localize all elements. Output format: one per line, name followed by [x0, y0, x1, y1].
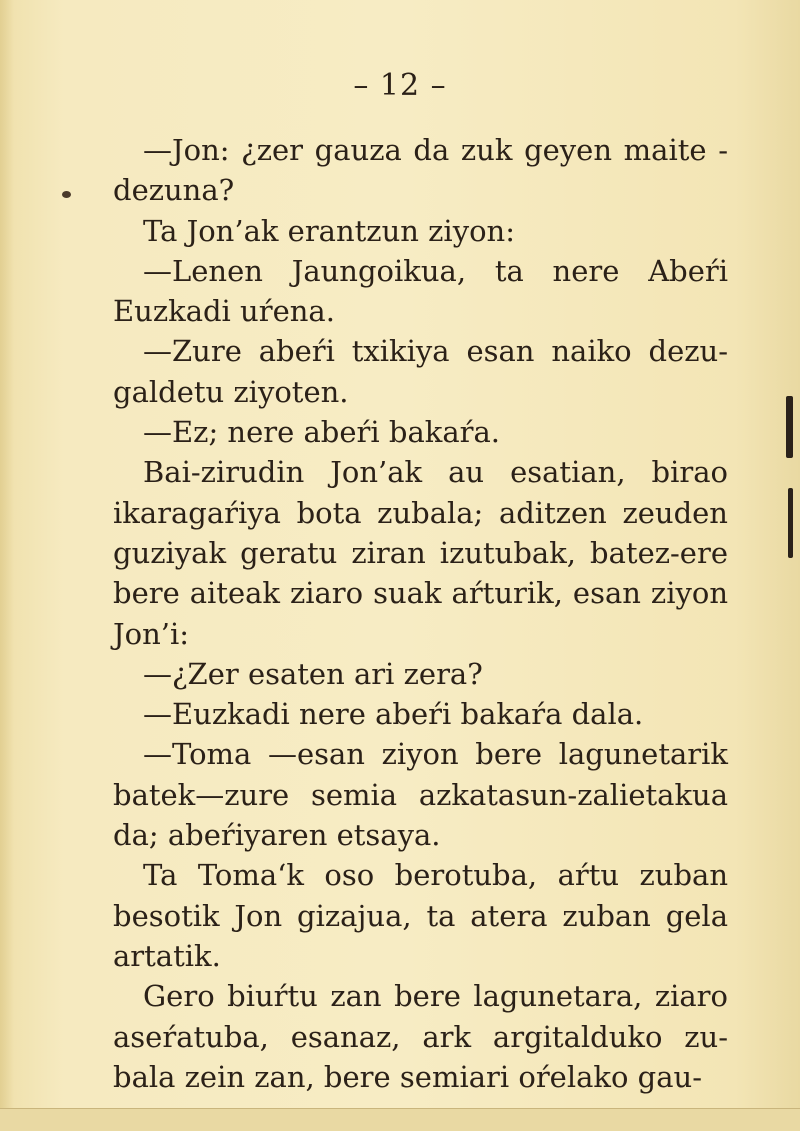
page-number: – 12 –	[353, 68, 447, 103]
binding-mark-lower	[788, 488, 793, 558]
page-left-edge	[0, 0, 14, 1131]
paragraph-8: —Euzkadi nere abeŕi bakaŕa dala.	[143, 697, 644, 732]
paragraph-3: —Lenen Jaungoikua, ta nere Abeŕi Euzkadi uŕena.	[113, 253, 728, 329]
paragraph-9: —Toma —esan ziyon bere lagunetarik batek—zure semia azkatasun-zalietakua da; abeŕiyaren etsaya.	[113, 737, 728, 853]
paragraph-4: —Zure abeŕi txikiya esan naiko dezu-galdetu ziyoten.	[113, 334, 728, 409]
paragraph-10: Ta Toma‘k oso berotuba, aŕtu zuban besotik Jon gizajua, ta atera zuban gela artatik.	[113, 858, 728, 973]
paragraph-6: Bai-zirudin Jon’ak au esatian, birao ikaragaŕiya bota zubala; aditzen zeuden guziyak geratu ziran izutubak, batez-ere bere aiteak ziaro suak aŕturik, esan ziyon Jon’i:	[113, 455, 728, 651]
binding-mark-upper	[786, 396, 793, 458]
paragraph-1: —Jon: ¿zer gauza da zuk geyen maite -dezuna?	[113, 133, 728, 208]
ink-speck-mark	[62, 191, 71, 198]
paragraph-5: —Ez; nere abeŕi bakaŕa.	[143, 415, 500, 450]
paragraph-2: Ta Jon’ak erantzun ziyon:	[143, 213, 516, 248]
paragraph-11: Gero biuŕtu zan bere lagunetara, ziaro aseŕatuba, esanaz, ark argitalduko zu-bala zein zan, bere semiari oŕelako gau-	[113, 979, 728, 1094]
body-text	[113, 130, 728, 1097]
paragraph-7: —¿Zer esaten ari zera?	[143, 656, 483, 691]
page-bottom-edge	[0, 1108, 800, 1131]
